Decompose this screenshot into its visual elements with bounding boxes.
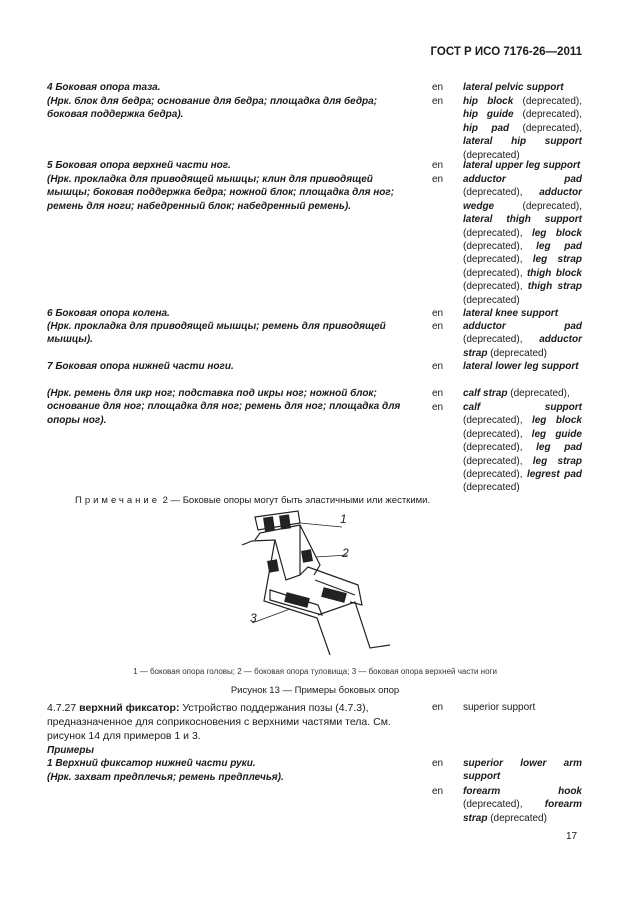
figure-13-chair-drawing [230, 505, 410, 655]
lang-code: en [432, 361, 444, 372]
callout-2: 2 [342, 546, 349, 560]
chair-frame [242, 511, 390, 655]
term-name: thigh block [526, 267, 582, 279]
term-name: leg strap [532, 455, 582, 467]
note-label: Примечание [75, 495, 160, 506]
lang-code: en [432, 702, 444, 713]
russian-term: 6 Боковая опора колена. [47, 308, 170, 319]
term-note: (deprecated), [463, 442, 537, 454]
english-term [463, 159, 582, 172]
term-note: (deprecated), [463, 334, 540, 346]
term-name: lateral pelvic support [463, 82, 564, 93]
figure-title: Рисунок 13 — Примеры боковых опор [230, 685, 400, 696]
term-note: (deprecated), [507, 388, 570, 399]
term-note: (deprecated), [463, 469, 527, 481]
english-term: superior support [463, 702, 536, 713]
lang-code: en [432, 308, 444, 319]
term-name: calf support [463, 402, 582, 413]
term-note: (deprecated), [463, 455, 533, 467]
lang-code: en [432, 82, 444, 93]
lang-code: en [432, 174, 444, 185]
term-note: (deprecated), [463, 799, 545, 811]
english-term [463, 307, 582, 320]
term-note: (deprecated), [494, 200, 582, 212]
term-note: (deprecated) [463, 149, 520, 161]
russian-term: (Нрк. ремень для икр ног; подставка под икры ног; ножной блок; основание для ног; площадка для ног; ремень для ног; площадка для опоры ног). [47, 388, 401, 426]
term-name: lateral hip support [463, 136, 582, 148]
term-note: (deprecated) [487, 812, 547, 824]
term-name: forearm strap [463, 799, 582, 824]
english-term [463, 81, 582, 94]
english-term [463, 320, 582, 360]
page-number: 17 [566, 831, 578, 842]
term-note: (deprecated), [463, 241, 537, 253]
term-name: adductor pad [463, 174, 582, 185]
english-term [463, 95, 582, 162]
term-name: lateral lower leg support [463, 361, 579, 372]
figure-legend: 1 — боковая опора головы; 2 — боковая опора туловища; 3 — боковая опора верхней части ноги [133, 667, 497, 676]
term-note: (deprecated), [509, 122, 582, 134]
definition-number: 4.7.27 [47, 702, 80, 714]
term-name: thigh strap [527, 281, 582, 293]
russian-term: (Нрк. прокладка для приводящей мышцы; ремень для приводящей мышцы). [47, 321, 386, 346]
lang-code: en [432, 388, 444, 399]
term-name: leg pad [536, 442, 582, 454]
term-note: (deprecated) [463, 294, 520, 306]
lang-code: en [432, 321, 444, 332]
term-name: adductor pad [463, 321, 582, 332]
term-name: hip block [463, 96, 514, 107]
lang-code: en [432, 758, 444, 769]
term-name: leg strap [532, 254, 582, 266]
term-name: calf strap [463, 388, 508, 399]
term-name: lateral upper leg support [463, 160, 581, 171]
term-name: leg guide [531, 428, 582, 440]
term-note: (deprecated) [463, 482, 520, 494]
term-note: (deprecated), [463, 281, 528, 293]
lang-code: en [432, 160, 444, 171]
term-name: hip guide [463, 109, 514, 121]
term-note: (deprecated), [513, 96, 582, 107]
note-text: 2 — Боковые опоры могут быть эластичными или жесткими. [160, 495, 431, 506]
definition-4-7-27 [47, 701, 419, 743]
lang-code: en [432, 96, 444, 107]
term-note: (deprecated), [463, 227, 532, 239]
russian-term: 1 Верхний фиксатор нижней части руки. [47, 758, 256, 769]
term-name: adductor wedge [463, 187, 582, 212]
definition-term: верхний фиксатор: [79, 702, 180, 714]
russian-term: (Нрк. захват предплечья; ремень предплечья). [47, 772, 284, 783]
russian-term: (Нрк. прокладка для приводящей мышцы; клин для приводящей мышцы; боковая поддержка бедра; ножной блок; площадка для ног; ремень для ноги; набедренный блок; набедренный ремень). [47, 174, 395, 212]
term-name: legrest pad [526, 469, 582, 481]
term-name: forearm hook [463, 786, 582, 797]
term-note: (deprecated), [463, 187, 540, 199]
callout-3: 3 [250, 611, 257, 625]
term-name: leg block [531, 415, 582, 427]
term-name: adductor strap [463, 334, 582, 359]
english-term [463, 401, 582, 495]
russian-term: 4 Боковая опора таза. [47, 82, 161, 93]
lang-code: en [432, 402, 444, 413]
russian-term: 5 Боковая опора верхней части ног. [47, 160, 231, 171]
term-note: (deprecated), [463, 415, 532, 427]
document-header: ГОСТ Р ИСО 7176-26—2011 [430, 46, 582, 58]
term-name: leg pad [536, 241, 582, 253]
english-term [463, 757, 582, 784]
term-name: lateral thigh support [463, 214, 582, 226]
support-pads [263, 514, 347, 608]
lang-code: en [432, 786, 444, 797]
term-note: (deprecated), [463, 267, 527, 279]
term-note: (deprecated), [463, 428, 532, 440]
english-term [463, 360, 582, 373]
english-term [463, 387, 582, 400]
term-name: hip pad [463, 122, 510, 134]
russian-term: (Нрк. блок для бедра; основание для бедра; площадка для бедра; боковая поддержка бедра). [47, 96, 378, 121]
english-term [463, 785, 582, 825]
definition-text: Устройство поддержания позы (4.7.3), предназначенное для соприкосновения с верхними частями тела. См. рисунок 14 для примеров 1 и 3. [47, 702, 391, 742]
callout-1: 1 [340, 512, 347, 526]
term-note: (deprecated) [487, 347, 547, 359]
english-term [463, 173, 582, 307]
term-name: lateral knee support [463, 308, 559, 319]
russian-term: 7 Боковая опора нижней части ноги. [47, 361, 234, 372]
examples-heading: Примеры [47, 745, 95, 756]
term-note: (deprecated), [463, 254, 533, 266]
term-name: leg block [531, 227, 582, 239]
term-note: (deprecated), [513, 109, 582, 121]
term-name: superior lower arm support [463, 758, 582, 783]
